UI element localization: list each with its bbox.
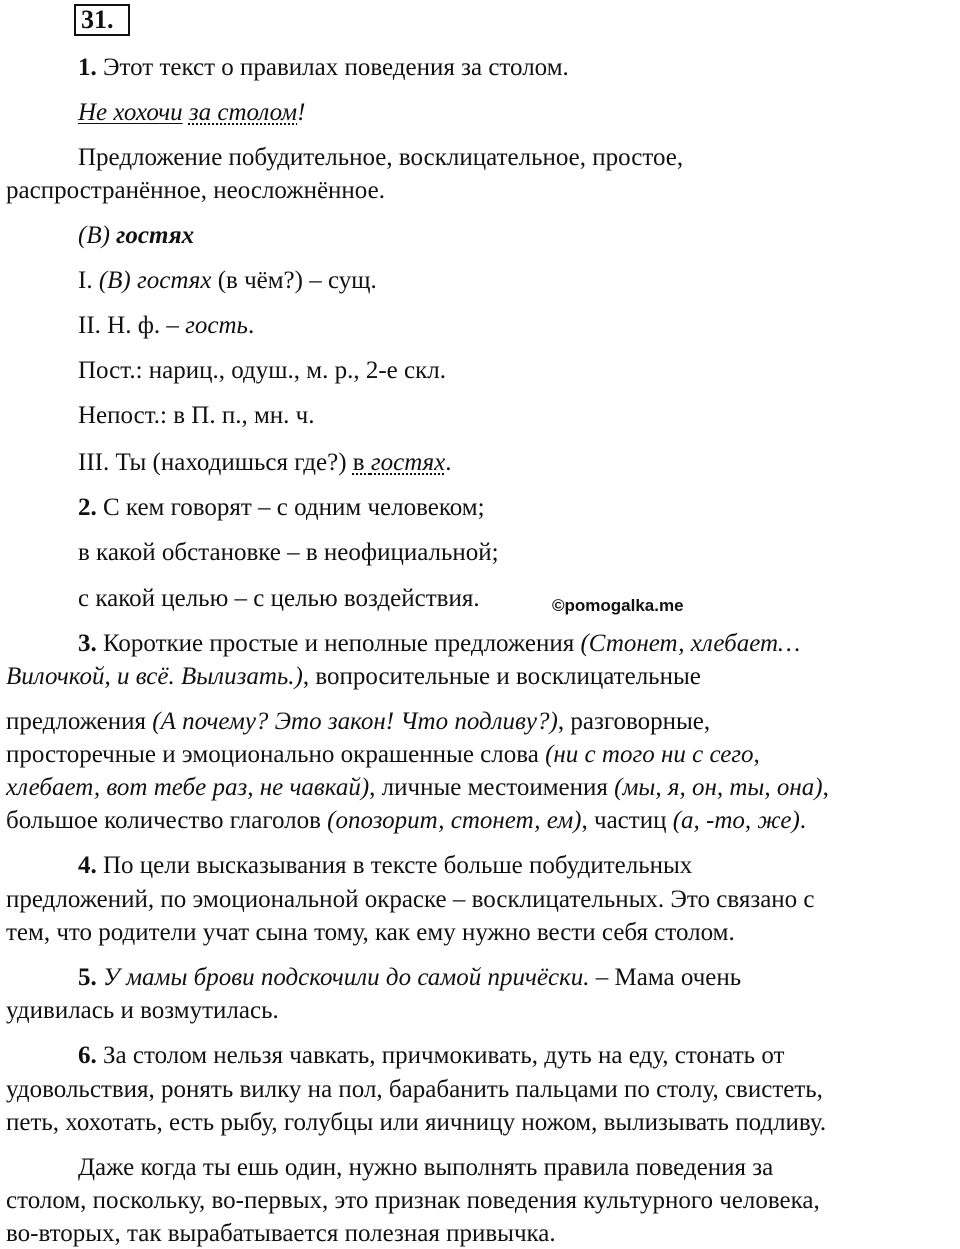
paragraph-3-line-1: [78, 631, 800, 656]
paragraph-7-line-1: Даже когда ты ешь один, нужно выполнять правила поведения за: [78, 1154, 774, 1181]
paragraph-3-line-6: [6, 808, 806, 833]
example-sentence: [78, 100, 305, 125]
morph-l1-num: I.: [78, 267, 99, 294]
analysis-line-1: Предложение побудительное, восклицательное, простое,: [78, 144, 684, 171]
morph-line-2: [78, 313, 254, 338]
morph-l1-word: (В) гостях: [98, 267, 212, 294]
example-text: (Стонет, хлебает…: [580, 630, 801, 657]
item-number: 2.: [78, 494, 97, 521]
morph-line-1: [78, 268, 377, 293]
paragraph-7-line-3: во-вторых, так вырабатывается полезная привычка.: [6, 1220, 556, 1247]
paragraph-text: Этот текст о правилах поведения за столом.: [96, 54, 569, 81]
morph-l5-word: гостях: [370, 449, 446, 476]
paragraph-text: По цели высказывания в тексте больше побудительных: [96, 852, 693, 879]
example-text: (ни с того ни с сего,: [545, 741, 760, 768]
text: .: [799, 807, 807, 834]
morph-l5-end: .: [445, 449, 452, 476]
paragraph-6-line-1: [78, 1043, 784, 1068]
text: предложения: [6, 708, 153, 735]
morph-l2-word: гость: [185, 312, 248, 339]
morph-l2-end: .: [247, 312, 255, 339]
example-text: (а, -то, же): [672, 807, 800, 834]
morph-l1-rest: (в чём?) – сущ.: [211, 267, 377, 294]
example-text: (А почему? Это закон! Что подливу?): [152, 708, 558, 735]
paragraph-4-line-3: тем, что родители учат сына тому, как ему нужно вести себя столом.: [6, 919, 735, 946]
morph-title: [78, 223, 194, 248]
paragraph-5-line-2: удивилась и возмутилась.: [6, 997, 279, 1024]
morph-line-4: Непост.: в П. п., мн. ч.: [78, 402, 315, 429]
text: , личные местоимения: [369, 774, 615, 801]
text: ,: [822, 774, 829, 801]
paragraph-2-line-1: [78, 495, 485, 520]
watermark: ©pomogalka.me: [552, 596, 684, 615]
text: Короткие простые и неполные предложения: [96, 630, 581, 657]
example-text: хлебает, вот тебе раз, не чавкай): [6, 774, 370, 801]
morph-line-3: Пост.: нариц., одуш., м. р., 2-е скл.: [78, 357, 446, 384]
paragraph-3-line-4: [6, 742, 760, 767]
paragraph-3-line-5: [6, 775, 829, 800]
paragraph-1: [78, 55, 569, 80]
morph-line-5: [78, 450, 452, 475]
text: , частиц: [581, 807, 673, 834]
morph-title-prep: (В): [78, 222, 117, 249]
example-adverbial: за столом: [188, 99, 298, 126]
text: , разговорные,: [557, 708, 711, 735]
item-number: 3.: [78, 630, 97, 657]
text: – Мама очень: [589, 964, 742, 991]
example-text: Вилочкой, и всё. Вылизать.): [6, 663, 303, 690]
morph-l5-text: III. Ты (находишься где?): [78, 449, 353, 476]
text: просторечные и эмоционально окрашенные слова: [6, 741, 546, 768]
text: большое количество глаголов: [6, 807, 328, 834]
paragraph-3-line-2: [6, 664, 701, 689]
item-number: 4.: [78, 852, 97, 879]
morph-title-word: гостях: [116, 222, 195, 249]
morph-l2-label: II. Н. ф. –: [78, 312, 186, 339]
paragraph-2-line-2: в какой обстановке – в неофициальной;: [78, 539, 499, 566]
item-number: 6.: [78, 1042, 97, 1069]
analysis-line-2: распространённое, неосложнённое.: [6, 177, 385, 204]
paragraph-3-line-3: [6, 709, 710, 734]
paragraph-4-line-2: предложений, по эмоциональной окраске – восклицательных. Это связано с: [6, 886, 815, 913]
paragraph-6-line-3: петь, хохотать, есть рыбу, голубцы или яичницу ножом, вылизывать подливу.: [6, 1109, 827, 1136]
paragraph-2-line-3: с какой целью – с целью воздействия.: [78, 585, 480, 612]
text: , вопросительные и восклицательные: [302, 663, 701, 690]
example-punctuation: !: [297, 99, 306, 126]
task-number: 31.: [74, 4, 130, 36]
item-number: 1.: [78, 54, 97, 81]
example-text: (опозорит, стонет, ем): [327, 807, 582, 834]
quote-text: У мамы брови подскочили до самой причёски.: [103, 964, 590, 991]
paragraph-7-line-2: столом, поскольку, во-первых, это признак поведения культурного человека,: [6, 1187, 820, 1214]
paragraph-5-line-1: [78, 965, 741, 990]
item-number: 5.: [78, 964, 97, 991]
paragraph-text: За столом нельзя чавкать, причмокивать, дуть на еду, стонать от: [96, 1042, 785, 1069]
example-text: (мы, я, он, ты, она): [614, 774, 823, 801]
example-subject-predicate: Не хохочи: [78, 99, 183, 126]
paragraph-text: С кем говорят – с одним человеком;: [96, 494, 485, 521]
paragraph-4-line-1: [78, 853, 692, 878]
morph-l5-prep: в: [352, 449, 365, 476]
paragraph-6-line-2: удовольствия, ронять вилку на пол, барабанить пальцами по столу, свистеть,: [6, 1076, 823, 1103]
